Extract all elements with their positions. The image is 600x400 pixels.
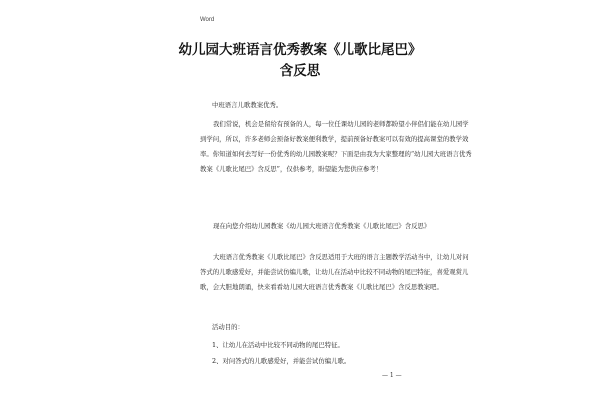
objectives-heading: 活动目的： <box>212 323 244 331</box>
paragraph-2: 现在向您介绍幼儿园教案《幼儿园大班语言优秀教案《儿歌比尾巴》含反思》 <box>213 222 431 230</box>
objective-item: 1、让幼儿在活动中比较不同动物的尾巴特征。 <box>212 341 344 349</box>
page-title: 幼儿园大班语言优秀教案《儿歌比尾巴》 <box>178 42 422 58</box>
page-number: — 1 — <box>382 372 402 379</box>
paragraph-1: 我们常说，机会是留给有预备的人，每一位任课幼儿园的老师都盼望小伴侣们能在幼儿园学到学问，所以，许多老师会预备好教案便利教学，提前预备好教案可以有效的提高课堂的教学效率。你知道如何去写好一份优秀的幼儿园教案呢？下面是由我为大家整理的“幼儿园大班语言优秀教案《儿歌比尾巴》含反思”，仅供参考，盼望能为您供应参考！ <box>200 120 472 173</box>
intro-paragraph: 中班语言儿歌教案优秀。 <box>212 101 283 109</box>
page-subtitle: 含反思 <box>279 63 321 79</box>
paragraph-3: 大班语言优秀教案《儿歌比尾巴》含反思适用于大班的语言主题教学活动当中，让幼儿对问答式的儿歌感爱好，并能尝试仿编儿歌，让幼儿在活动中比较不同动物的尾巴特征，喜爱观赏儿歌，会大胆地朗诵，快来看看幼儿园大班语言优秀教案《儿歌比尾巴》含反思教案吧。 <box>200 253 469 291</box>
app-label: Word <box>200 17 215 23</box>
objective-item: 2、对问答式的儿歌感爱好，并能尝试仿编儿歌。 <box>212 357 351 365</box>
